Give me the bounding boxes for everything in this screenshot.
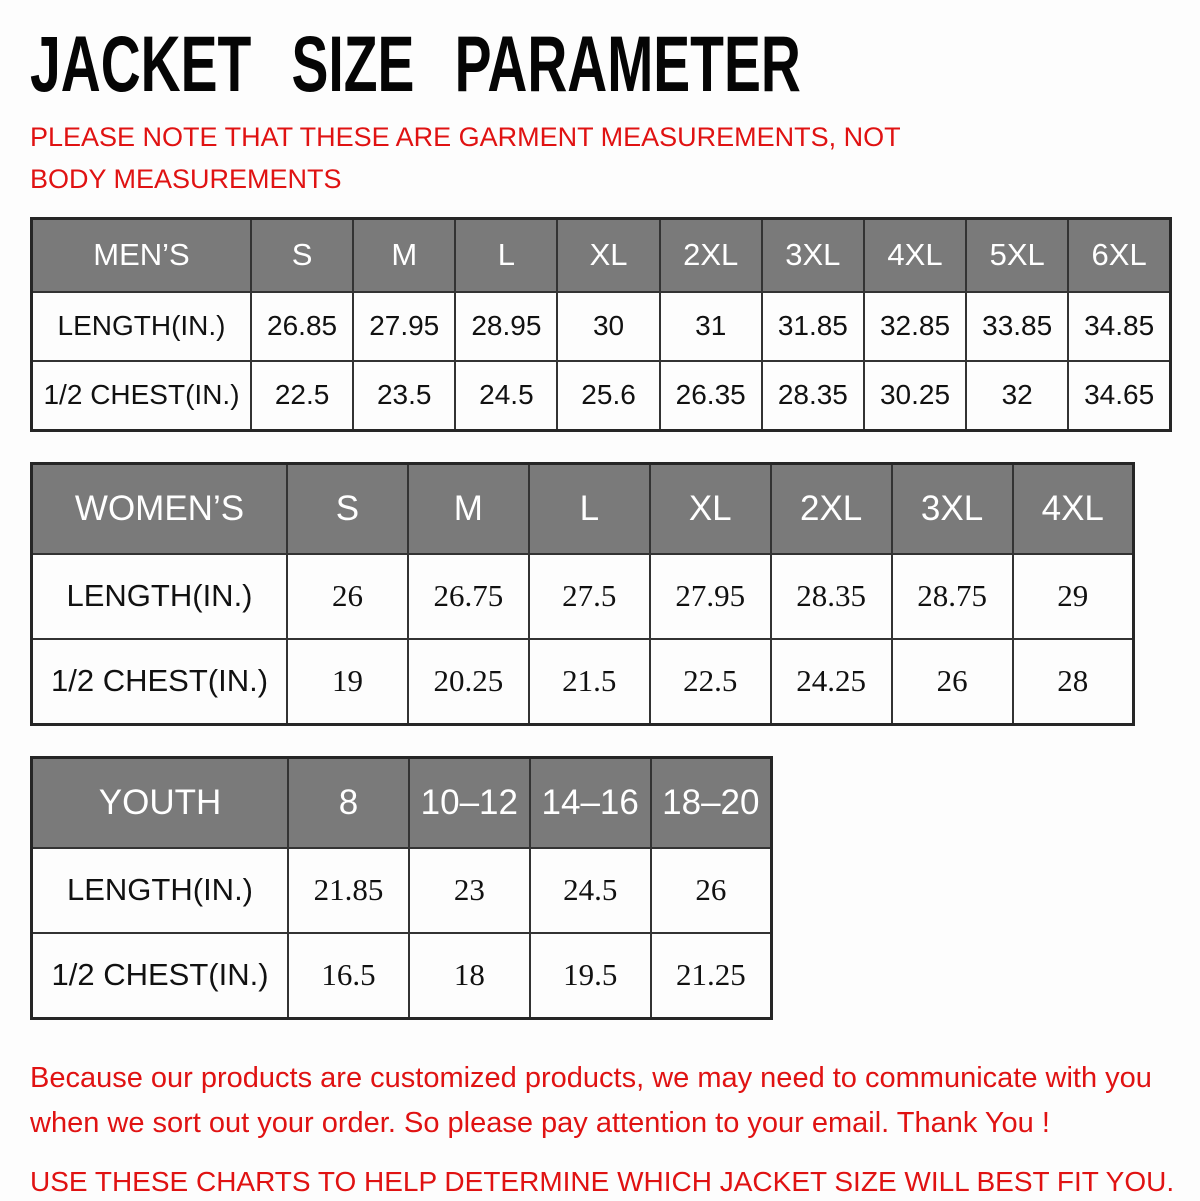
- size-header: 2XL: [771, 463, 892, 554]
- womens-length-row: [32, 554, 1134, 639]
- value-cell: 23.5: [353, 361, 455, 431]
- youth-header-row: [32, 757, 772, 848]
- value-cell: 27.5: [529, 554, 650, 639]
- size-header: 3XL: [892, 463, 1013, 554]
- size-header: 18–20: [651, 757, 772, 848]
- size-header: XL: [650, 463, 771, 554]
- value-cell: 32: [966, 361, 1068, 431]
- value-cell: 16.5: [288, 933, 409, 1019]
- value-cell: 28.35: [762, 361, 864, 431]
- value-cell: 24.5: [530, 848, 651, 933]
- value-cell: 28: [1013, 639, 1134, 725]
- size-header: L: [529, 463, 650, 554]
- value-cell: 20.25: [408, 639, 529, 725]
- value-cell: 26.75: [408, 554, 529, 639]
- mens-table-title: MEN’S: [32, 218, 252, 292]
- size-header: 5XL: [966, 218, 1068, 292]
- size-header: 4XL: [864, 218, 966, 292]
- value-cell: 28.75: [892, 554, 1013, 639]
- value-cell: 29: [1013, 554, 1134, 639]
- value-cell: 28.95: [455, 292, 557, 361]
- size-header: L: [455, 218, 557, 292]
- size-header: 2XL: [660, 218, 762, 292]
- value-cell: 27.95: [353, 292, 455, 361]
- value-cell: 21.5: [529, 639, 650, 725]
- value-cell: 34.65: [1068, 361, 1170, 431]
- size-header: S: [287, 463, 408, 554]
- size-header: 3XL: [762, 218, 864, 292]
- row-label: 1/2 CHEST(IN.): [32, 361, 252, 431]
- value-cell: 26: [892, 639, 1013, 725]
- row-label: LENGTH(IN.): [32, 848, 289, 933]
- chart-usage-note: USE THESE CHARTS TO HELP DETERMINE WHICH JACKET SIZE WILL BEST FIT YOU.: [30, 1165, 1175, 1197]
- youth-size-table: [30, 756, 773, 1020]
- size-header: M: [353, 218, 455, 292]
- value-cell: 31.85: [762, 292, 864, 361]
- value-cell: 21.85: [288, 848, 409, 933]
- mens-header-row: [32, 218, 1171, 292]
- mens-chest-row: [32, 361, 1171, 431]
- value-cell: 19: [287, 639, 408, 725]
- size-header: XL: [557, 218, 659, 292]
- value-cell: 30: [557, 292, 659, 361]
- value-cell: 32.85: [864, 292, 966, 361]
- value-cell: 21.25: [651, 933, 772, 1019]
- value-cell: 18: [409, 933, 530, 1019]
- womens-size-table: [30, 462, 1135, 726]
- size-header: 6XL: [1068, 218, 1170, 292]
- youth-table-title: YOUTH: [32, 757, 289, 848]
- row-label: LENGTH(IN.): [32, 292, 252, 361]
- size-header: 14–16: [530, 757, 651, 848]
- row-label: 1/2 CHEST(IN.): [32, 933, 289, 1019]
- womens-header-row: [32, 463, 1134, 554]
- value-cell: 19.5: [530, 933, 651, 1019]
- size-header: S: [251, 218, 353, 292]
- value-cell: 27.95: [650, 554, 771, 639]
- value-cell: 31: [660, 292, 762, 361]
- garment-measurement-note: PLEASE NOTE THAT THESE ARE GARMENT MEASUREMENTS, NOT BODY MEASUREMENTS: [30, 122, 901, 194]
- youth-chest-row: [32, 933, 772, 1019]
- value-cell: 22.5: [650, 639, 771, 725]
- size-header: 10–12: [409, 757, 530, 848]
- value-cell: 25.6: [557, 361, 659, 431]
- value-cell: 24.25: [771, 639, 892, 725]
- value-cell: 28.35: [771, 554, 892, 639]
- row-label: LENGTH(IN.): [32, 554, 288, 639]
- womens-table-title: WOMEN’S: [32, 463, 288, 554]
- page-title: JACKET SIZE PARAMETER: [30, 19, 801, 108]
- womens-chest-row: [32, 639, 1134, 725]
- value-cell: 30.25: [864, 361, 966, 431]
- youth-length-row: [32, 848, 772, 933]
- size-header: 4XL: [1013, 463, 1134, 554]
- value-cell: 26: [651, 848, 772, 933]
- value-cell: 24.5: [455, 361, 557, 431]
- value-cell: 26.85: [251, 292, 353, 361]
- custom-product-notice: Because our products are customized products, we may need to communicate with you when we sort out your order. So please pay attention to your email. Thank You !: [30, 1061, 1152, 1139]
- value-cell: 26: [287, 554, 408, 639]
- mens-length-row: [32, 292, 1171, 361]
- value-cell: 26.35: [660, 361, 762, 431]
- value-cell: 34.85: [1068, 292, 1170, 361]
- value-cell: 23: [409, 848, 530, 933]
- size-header: 8: [288, 757, 409, 848]
- mens-size-table: [30, 217, 1172, 432]
- value-cell: 33.85: [966, 292, 1068, 361]
- value-cell: 22.5: [251, 361, 353, 431]
- size-header: M: [408, 463, 529, 554]
- row-label: 1/2 CHEST(IN.): [32, 639, 288, 725]
